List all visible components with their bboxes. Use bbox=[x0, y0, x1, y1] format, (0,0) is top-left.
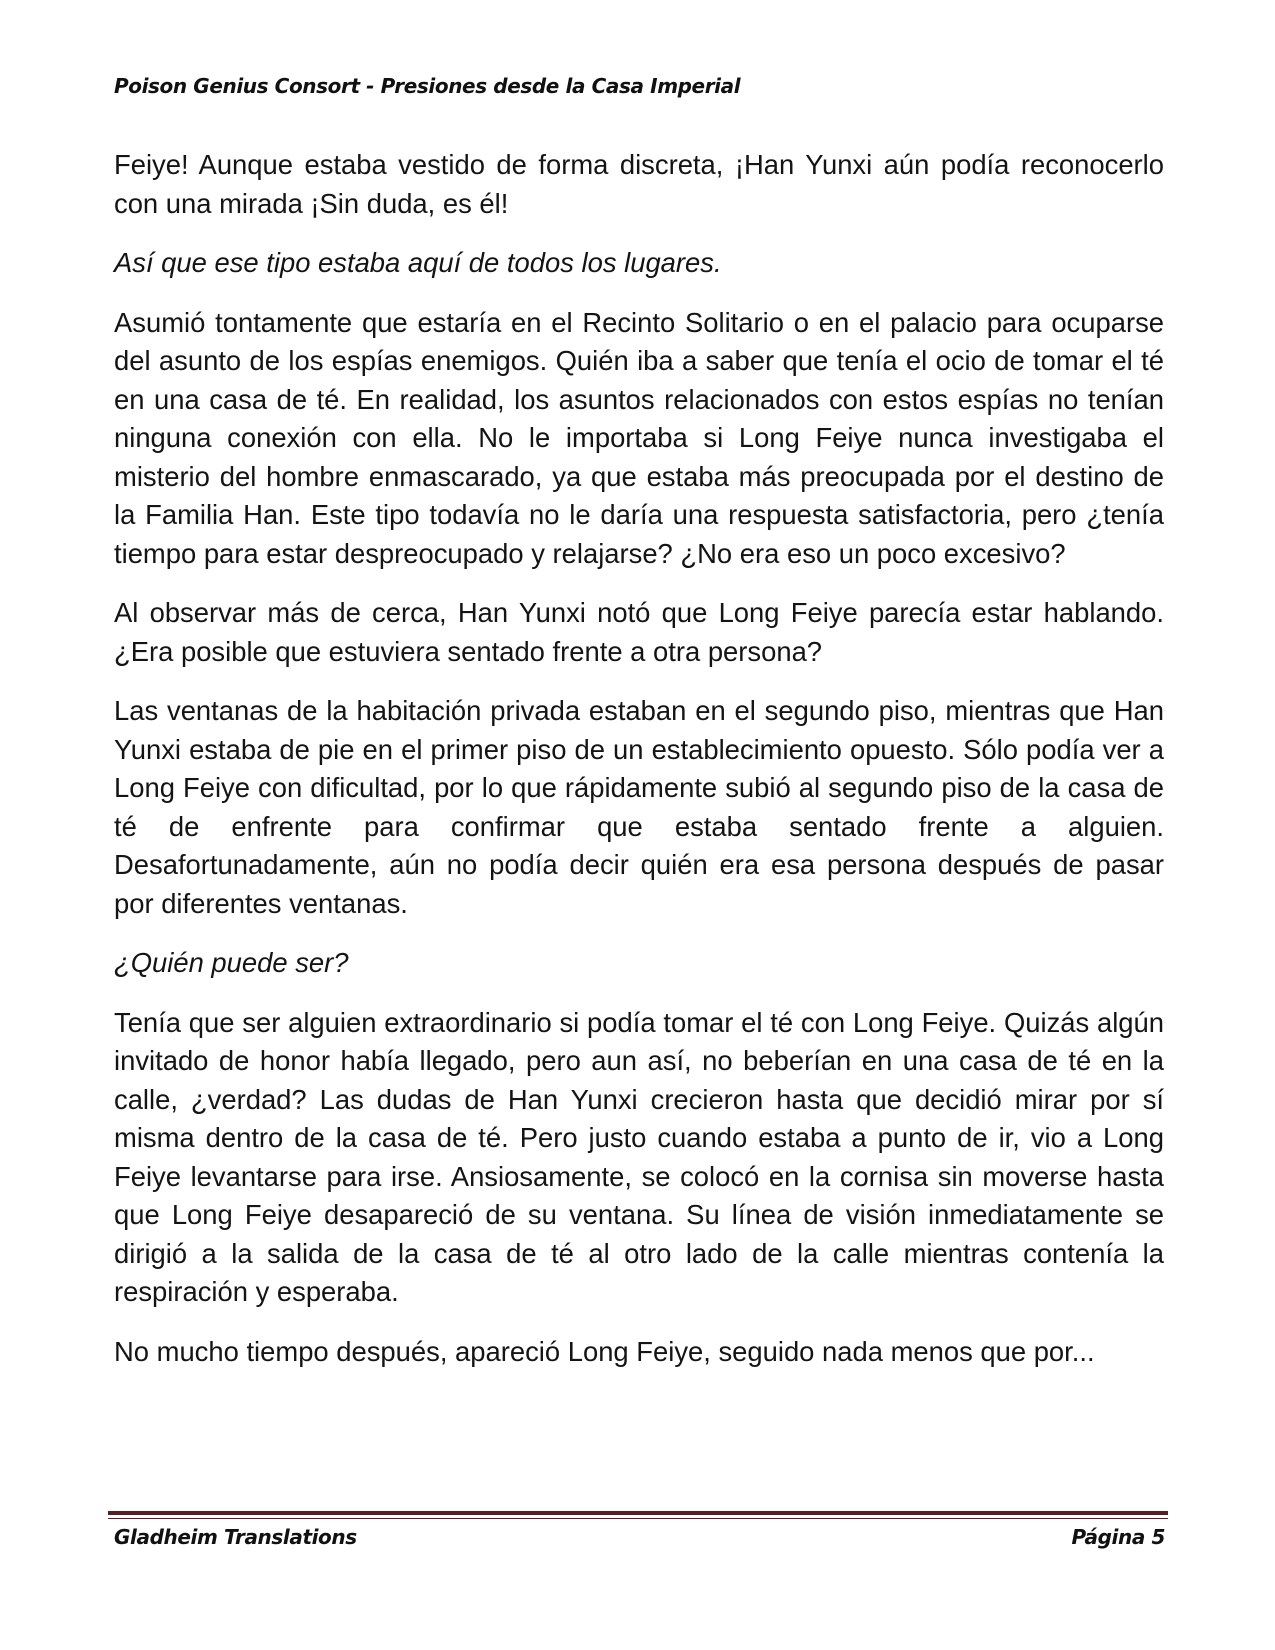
footer-divider-thin bbox=[108, 1518, 1168, 1519]
paragraph: Feiye! Aunque estaba vestido de forma discreta, ¡Han Yunxi aún podía reconocerlo con una mirada ¡Sin duda, es él! bbox=[114, 149, 1164, 219]
footer-page-number: Página 5 bbox=[1071, 1525, 1165, 1549]
chapter-body bbox=[114, 146, 1164, 1392]
paragraph: Asumió tontamente que estaría en el Recinto Solitario o en el palacio para ocuparse del asunto de los espías enemigos. Quién iba a saber que tenía el ocio de tomar el té en una casa de té. En realidad, los asuntos relacionados con estos espías no tenían ninguna conexión con ella. No le importaba si Long Feiye nunca investigaba el misterio del hombre enmascarado, ya que estaba más preocupada por el destino de la Familia Han. Este tipo todavía no le daría una respuesta satisfactoria, pero ¿tenía tiempo para estar despreocupado y relajarse? ¿No era eso un poco excesivo? bbox=[114, 306, 1164, 569]
paragraph-thought: Así que ese tipo estaba aquí de todos los lugares. bbox=[114, 247, 722, 278]
footer-publisher: Gladheim Translations bbox=[114, 1525, 357, 1549]
running-header: Poison Genius Consort - Presiones desde la Casa Imperial bbox=[114, 74, 741, 98]
paragraph: No mucho tiempo después, apareció Long Feiye, seguido nada menos que por... bbox=[114, 1335, 1095, 1367]
paragraph-thought: ¿Quién puede ser? bbox=[114, 947, 349, 978]
footer-divider bbox=[108, 1511, 1168, 1515]
paragraph: Las ventanas de la habitación privada estaban en el segundo piso, mientras que Han Yunxi estaba de pie en el primer piso de un establecimiento opuesto. Sólo podía ver a Long Feiye con dificultad, por lo que rápidamente subió al segundo piso de la casa de té de enfrente para confirmar que estaba sentado frente a alguien. Desafortunadamente, aún no podía decir quién era esa persona después de pasar por diferentes ventanas. bbox=[114, 695, 1164, 919]
paragraph: Tenía que ser alguien extraordinario si podía tomar el té con Long Feiye. Quizás algún invitado de honor había llegado, pero aun así, no beberían en una casa de té en la calle, ¿verdad? Las dudas de Han Yunxi crecieron hasta que decidió mirar por sí misma dentro de la casa de té. Pero justo cuando estaba a punto de ir, vio a Long Feiye levantarse para irse. Ansiosamente, se colocó en la cornisa sin moverse hasta que Long Feiye desapareció de su ventana. Su línea de visión inmediatamente se dirigió a la salida de la casa de té al otro lado de la calle mientras contenía la respiración y esperaba. bbox=[114, 1006, 1164, 1307]
paragraph: Al observar más de cerca, Han Yunxi notó que Long Feiye parecía estar hablando. ¿Era posible que estuviera sentado frente a otra persona? bbox=[114, 597, 1164, 667]
